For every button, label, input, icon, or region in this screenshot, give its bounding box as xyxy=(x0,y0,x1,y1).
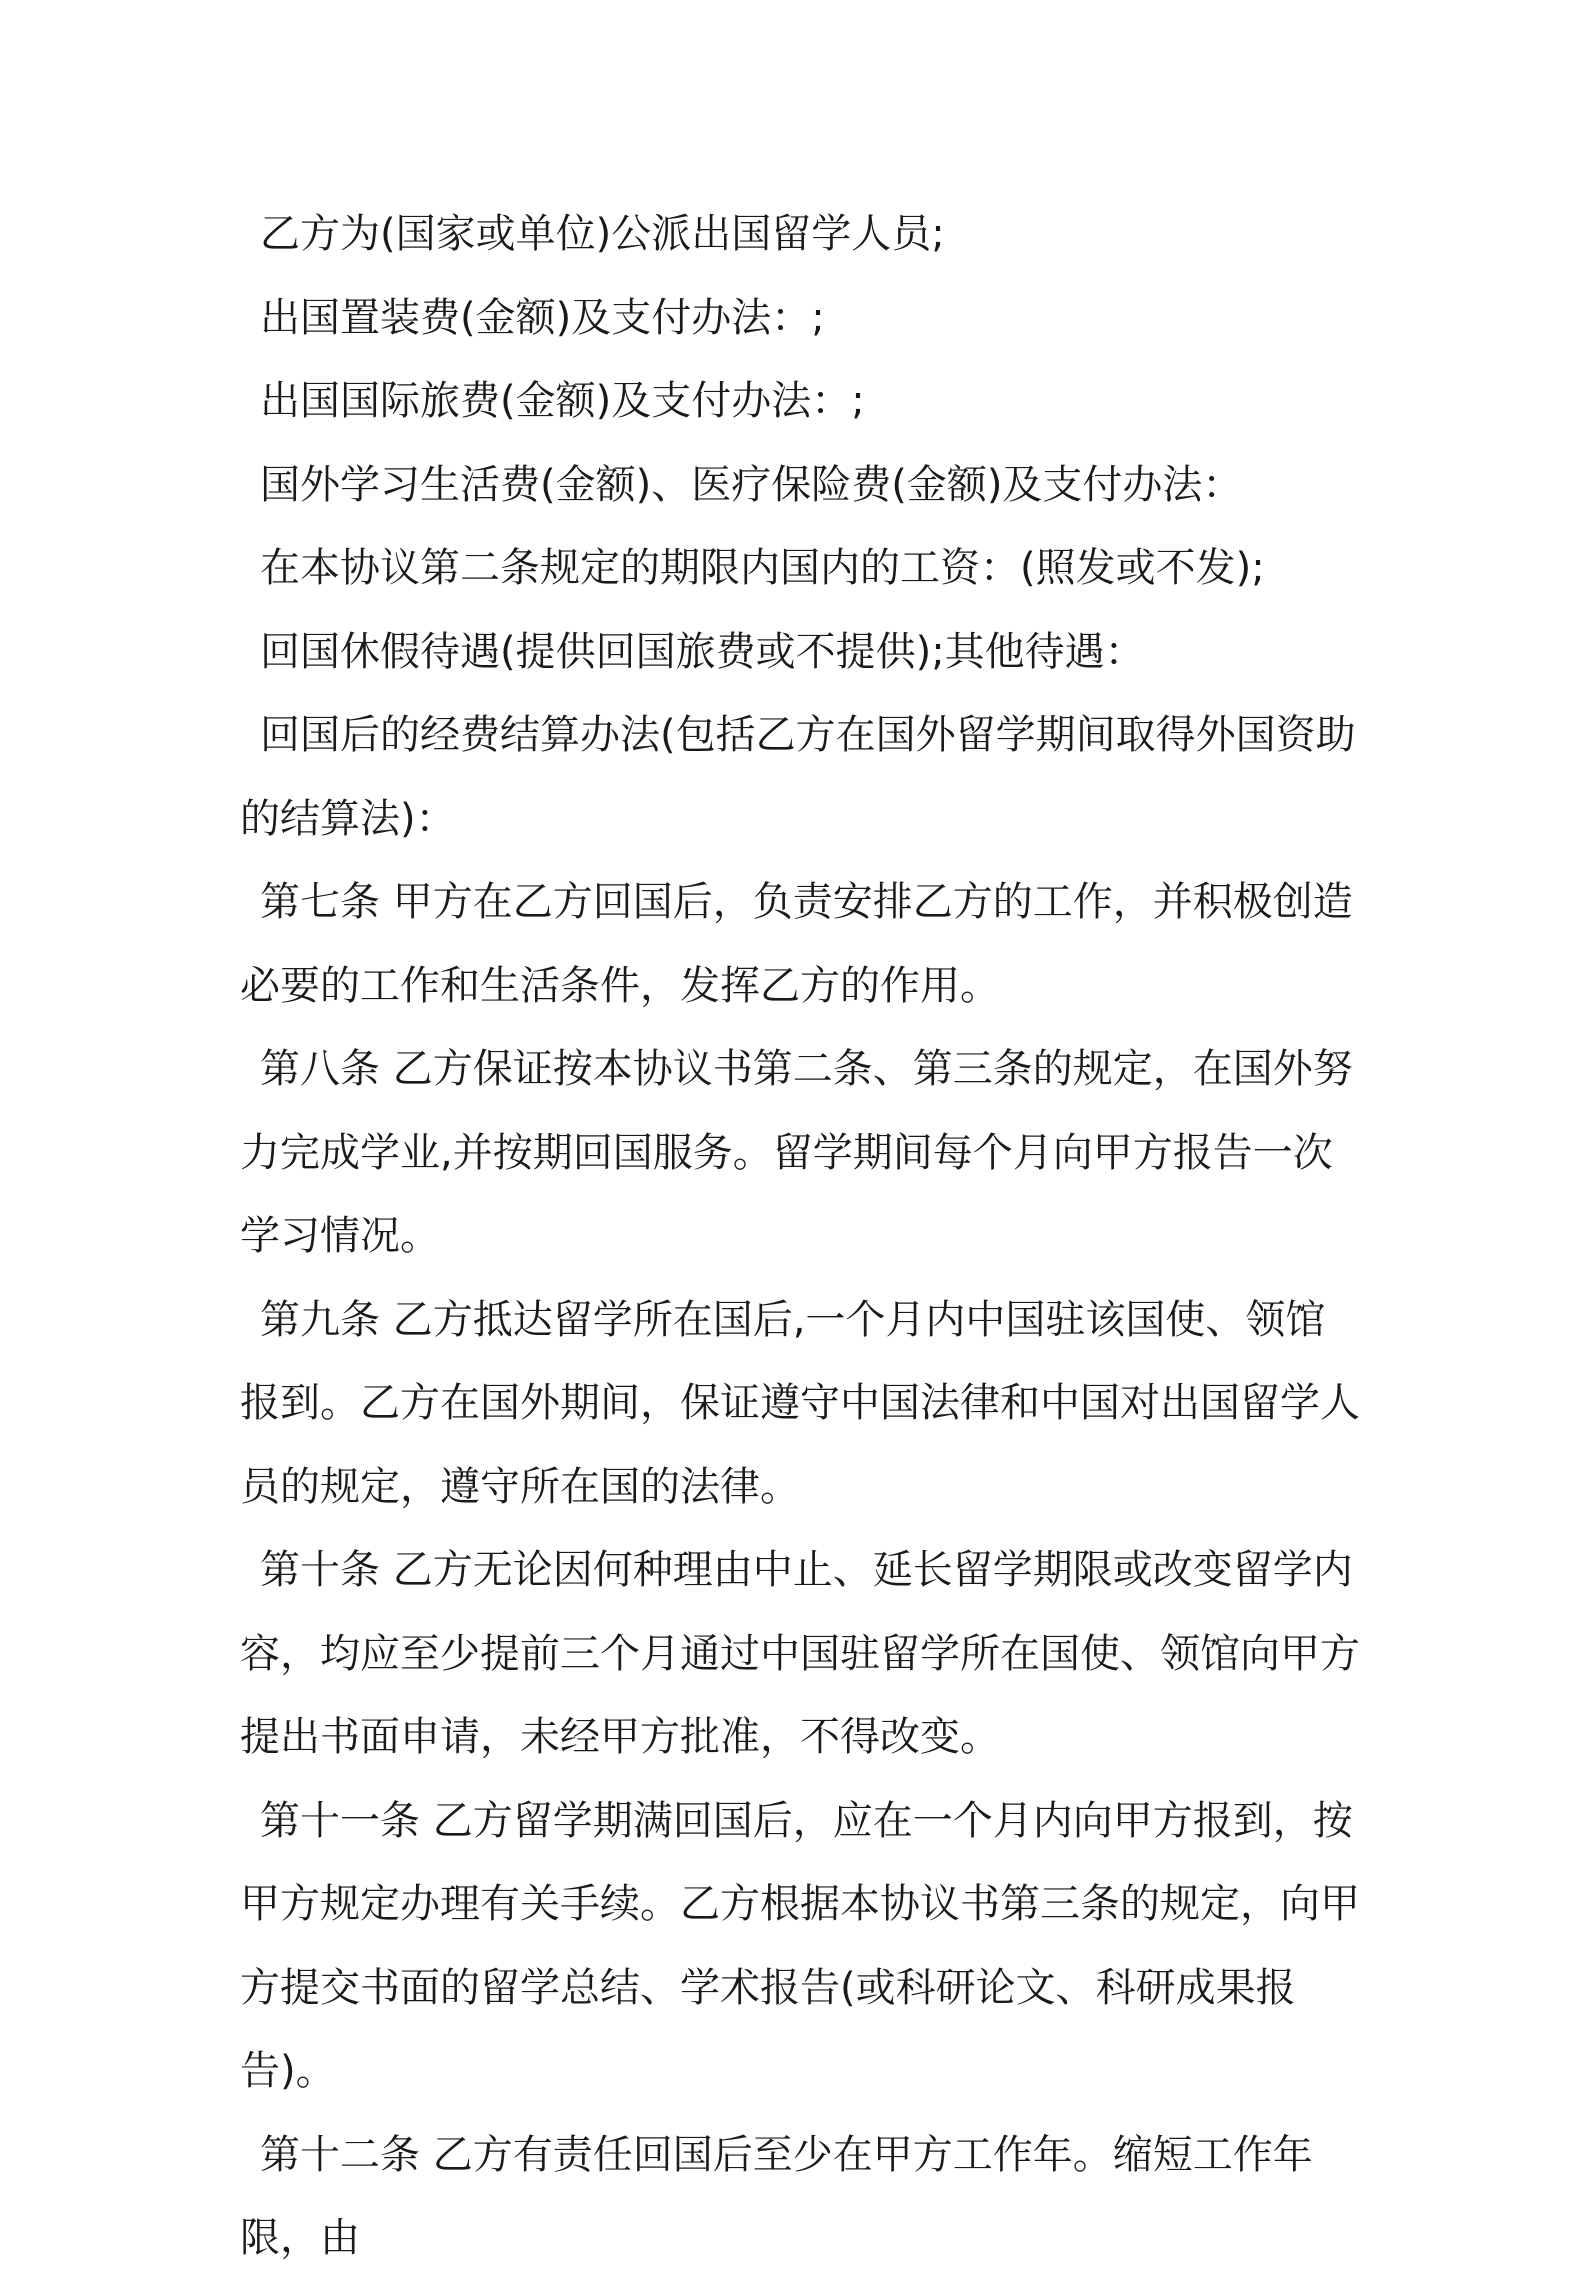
article-11: 第十一条 乙方留学期满回国后，应在一个月内向甲方报到，按甲方规定办理有关手续。乙方根据本协议书第三条的规定，向甲方提交书面的留学总结、学术报告(或科研论文、科研成果报告)。 xyxy=(240,1797,1360,2094)
paragraph-domestic-salary: 在本协议第二条规定的期限内国内的工资：(照发或不发); xyxy=(260,545,1265,591)
article-10: 第十条 乙方无论因何种理由中止、延长留学期限或改变留学内容，均应至少提前三个月通过中国驻留学所在国使、领馆向甲方提出书面申请，未经甲方批准，不得改变。 xyxy=(240,1547,1360,1760)
paragraph-settlement: 回国后的经费结算办法(包括乙方在国外留学期间取得外国资助的结算法)： xyxy=(240,712,1356,842)
paragraph-home-leave: 回国休假待遇(提供回国旅费或不提供);其他待遇： xyxy=(260,628,1145,675)
paragraph-living-insurance: 国外学习生活费(金额)、医疗保险费(金额)及支付办法： xyxy=(260,461,1243,508)
paragraph-travel-fee: 出国国际旅费(金额)及支付办法：; xyxy=(260,378,865,424)
paragraph-outfit-fee: 出国置装费(金额)及支付办法：; xyxy=(260,294,825,341)
article-8: 第八条 乙方保证按本协议书第二条、第三条的规定，在国外努力完成学业,并按期回国服务。留学期间每个月向甲方报告一次学习情况。 xyxy=(240,1046,1353,1259)
article-7: 第七条 甲方在乙方回国后，负责安排乙方的工作，并积极创造必要的工作和生活条件，发挥乙方的作用。 xyxy=(240,879,1353,1009)
paragraph-sponsorship: 乙方为(国家或单位)公派出国留学人员; xyxy=(260,211,945,257)
article-9: 第九条 乙方抵达留学所在国后,一个月内中国驻该国使、领馆报到。乙方在国外期间，保证遵守中国法律和中国对出国留学人员的规定，遵守所在国的法律。 xyxy=(240,1296,1360,1510)
document-body xyxy=(240,193,1360,2281)
article-12: 第十二条 乙方有责任回国后至少在甲方工作年。缩短工作年限，由 xyxy=(240,2131,1313,2261)
